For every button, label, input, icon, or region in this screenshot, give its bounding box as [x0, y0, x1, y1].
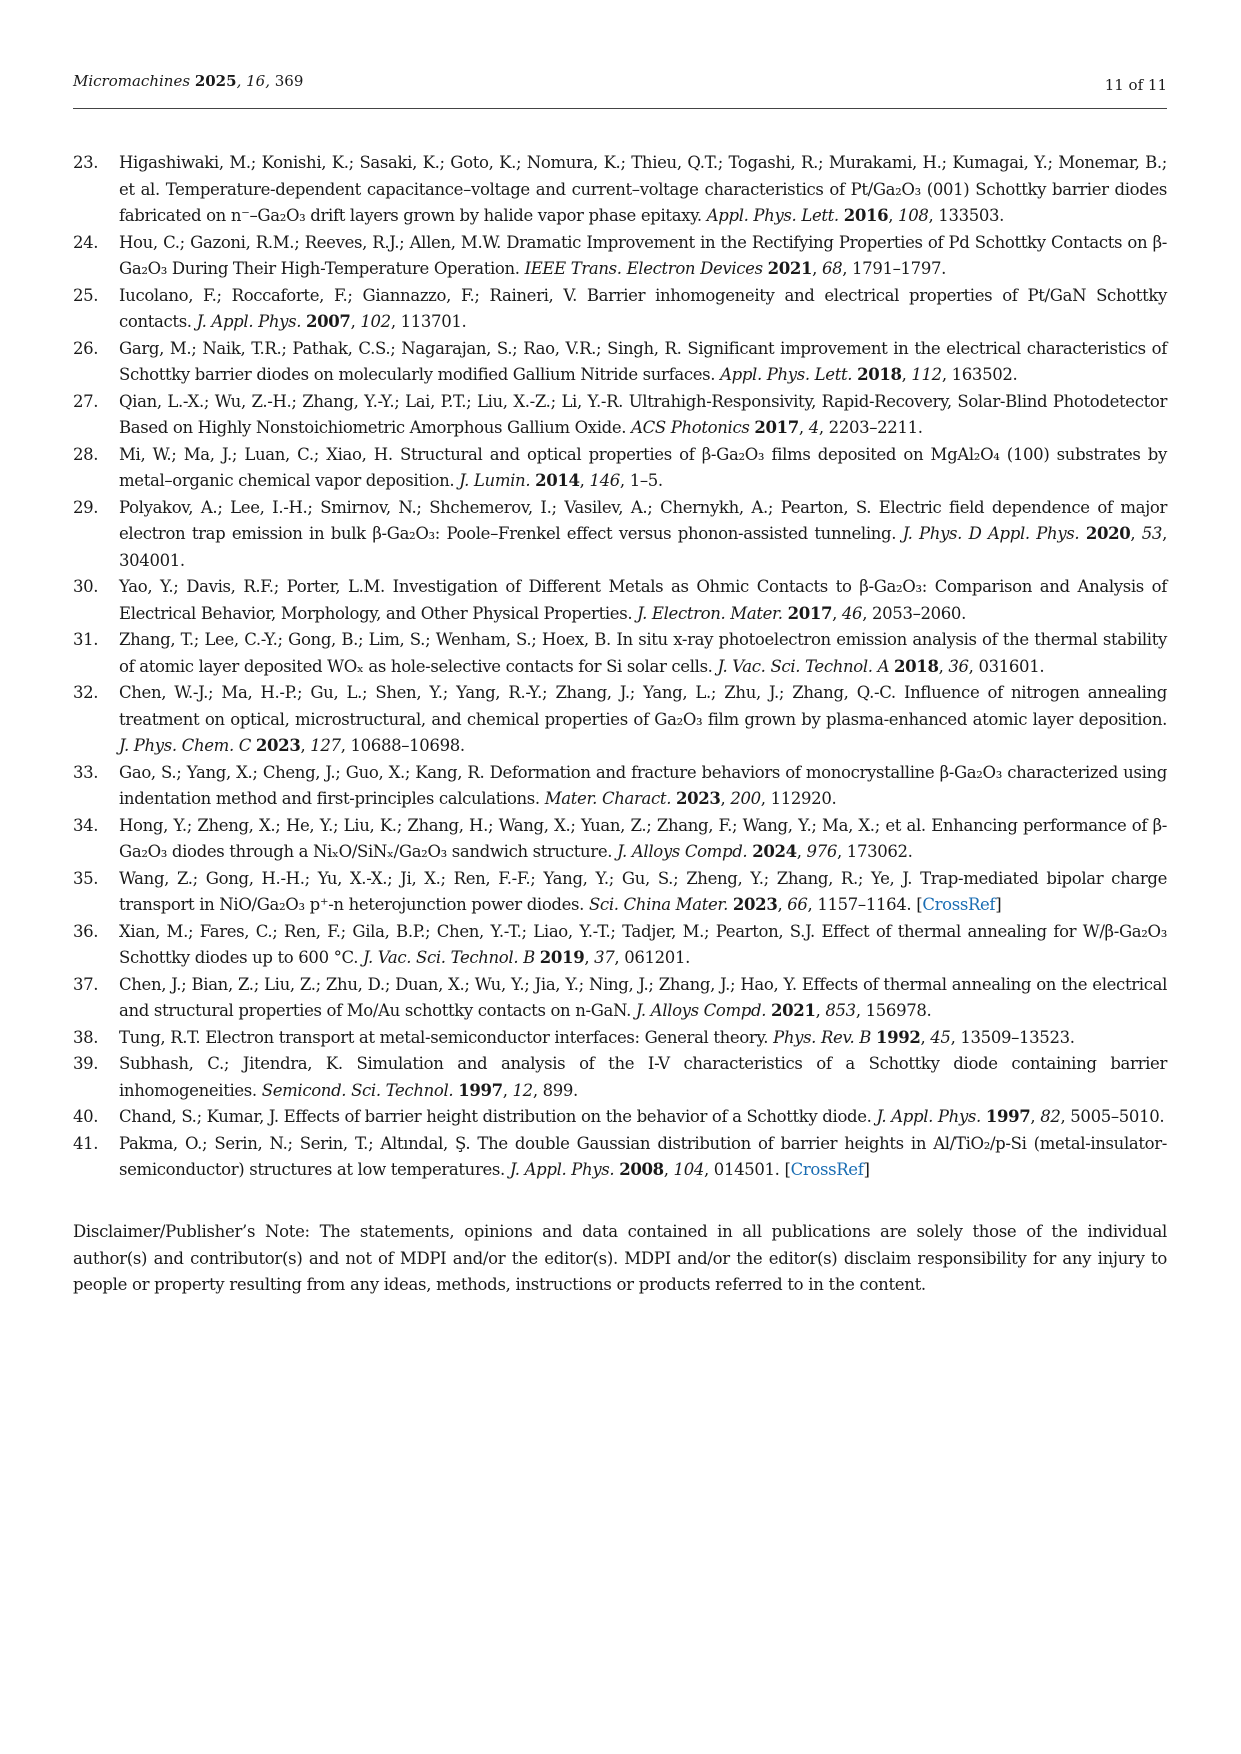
reference-text: Mi, W.; Ma, J.; Luan, C.; Xiao, H. Structural and optical properties of β-Ga₂O₃ films deposited on MgAl₂O₄ (100) substrates by metal–organic chemical vapor deposition. [119, 444, 1167, 490]
reference-volume: 37 [594, 948, 615, 967]
reference-year: 2020 [1085, 524, 1131, 543]
reference-number: 24. [73, 232, 99, 252]
reference-pages: 163502. [951, 365, 1018, 384]
reference-item: 32. Chen, W.-J.; Ma, H.-P.; Gu, L.; Shen, Y.; Yang, R.-Y.; Zhang, J.; Yang, L.; Zhu, J.; Zhang, Q.-C. Influence of nitrogen annealing treatment on optical, microstructural, and chemical properties of Ga₂O₃ film grown by plasma-enhanced atomic layer deposition. J. Phys. Chem. C 2023, 127, 10688–10698. [73, 680, 1167, 760]
reference-number: 34. [73, 815, 99, 835]
reference-year: 2016 [843, 206, 889, 225]
reference-pages: 899. [542, 1080, 578, 1100]
reference-journal: J. Alloys Compd. [617, 842, 748, 861]
reference-item: 39. Subhash, C.; Jitendra, K. Simulation and analysis of the I-V characteristics of a Schottky diode containing barrier inhomogeneities. Semicond. Sci. Technol. 1997, 12, 899. [73, 1051, 1167, 1104]
reference-item: 24. Hou, C.; Gazoni, R.M.; Reeves, R.J.; Allen, M.W. Dramatic Improvement in the Rectifying Properties of Pd Schottky Contacts on β-Ga₂O₃ During Their High-Temperature Operation. IEEE Trans. Electron Devices 2021, 68, 1791–1797. [73, 230, 1167, 283]
reference-journal: J. Alloys Compd. [635, 1001, 767, 1020]
reference-text: Hou, C.; Gazoni, R.M.; Reeves, R.J.; Allen, M.W. Dramatic Improvement in the Rectifying Properties of Pd Schottky Contacts on β-Ga₂O₃ During Their High-Temperature Operation. [119, 232, 1167, 278]
reference-pages: 1791–1797. [852, 259, 947, 278]
reference-number: 28. [73, 444, 99, 464]
journal-citation: Micromachines 2025, 16, 369 [73, 72, 304, 90]
reference-journal: Mater. Charact. [544, 789, 672, 808]
reference-pages: 061201. [624, 948, 691, 967]
reference-volume: 53 [1141, 524, 1163, 543]
page-header [73, 72, 1167, 109]
reference-pages: 304001. [119, 550, 185, 570]
reference-journal: Phys. Rev. B [773, 1027, 872, 1047]
reference-item: 34. Hong, Y.; Zheng, X.; He, Y.; Liu, K.; Zhang, H.; Wang, X.; Yuan, Z.; Zhang, F.; Wang, Y.; Ma, X.; et al. Enhancing performance of β-Ga₂O₃ diodes through a NiₓO/SiNₓ/Ga₂O₃ sandwich structure. J. Alloys Compd. 2024, 976, 173062. [73, 813, 1167, 866]
reference-number: 25. [73, 285, 99, 305]
reference-year: 2007 [306, 312, 351, 331]
reference-number: 38. [73, 1027, 99, 1047]
journal-volume: 16 [246, 72, 266, 90]
reference-item: 30. Yao, Y.; Davis, R.F.; Porter, L.M. Investigation of Different Metals as Ohmic Contacts to β-Ga₂O₃: Comparison and Analysis of Electrical Behavior, Morphology, and Other Physical Properties. J. Electron. Mater. 2017, 46, 2053–2060. [73, 574, 1167, 627]
reference-volume: 200 [730, 789, 761, 808]
reference-number: 26. [73, 338, 99, 358]
reference-number: 41. [73, 1133, 99, 1153]
reference-number: 39. [73, 1054, 99, 1073]
reference-year: 2017 [754, 418, 799, 437]
reference-journal: Appl. Phys. Lett. [720, 365, 853, 384]
reference-volume: 104 [673, 1160, 704, 1179]
reference-year: 2018 [857, 365, 902, 384]
reference-year: 2024 [752, 842, 797, 861]
reference-text: Pakma, O.; Serin, N.; Serin, T.; Altındal, Ş. The double Gaussian distribution of barrier heights in Al/TiO₂/p-Si (metal-insulator-semiconductor) structures at low temperatures. [119, 1133, 1167, 1179]
reference-text: Polyakov, A.; Lee, I.-H.; Smirnov, N.; Shchemerov, I.; Vasilev, A.; Chernykh, A.; Pearton, S. Electric field dependence of major electron trap emission in bulk β-Ga₂O₃: Poole–Frenkel effect versus phonon-assisted tunneling. [119, 497, 1167, 543]
crossref-link[interactable]: CrossRef [922, 895, 996, 914]
reference-text: Chand, S.; Kumar, J. Effects of barrier height distribution on the behavior of a Schottky diode. [119, 1107, 872, 1126]
reference-number: 27. [73, 391, 99, 411]
reference-text: Higashiwaki, M.; Konishi, K.; Sasaki, K.; Goto, K.; Nomura, K.; Thieu, Q.T.; Togashi, R.; Murakami, H.; Kumagai, Y.; Monemar, B.; et al. Temperature-dependent capacitance–voltage and current–voltage characteristics of Pt/Ga₂O₃ (001) Schottky barrier diodes fabricated on n⁻–Ga₂O₃ drift layers grown by halide vapor phase epitaxy. [119, 153, 1167, 225]
reference-text: Garg, M.; Naik, T.R.; Pathak, C.S.; Nagarajan, S.; Rao, V.R.; Singh, R. Significant improvement in the electrical characteristics of Schottky barrier diodes on molecularly modified Gallium Nitride surfaces. [119, 338, 1167, 384]
journal-year: 2025 [194, 72, 237, 90]
reference-item: 28. Mi, W.; Ma, J.; Luan, C.; Xiao, H. Structural and optical properties of β-Ga₂O₃ films deposited on MgAl₂O₄ (100) substrates by metal–organic chemical vapor deposition. J. Lumin. 2014, 146, 1–5. [73, 442, 1167, 495]
reference-pages: 1–5. [629, 471, 663, 490]
reference-volume: 36 [948, 656, 969, 676]
reference-journal: Sci. China Mater. [588, 895, 729, 914]
reference-text: Tung, R.T. Electron transport at metal-semiconductor interfaces: General theory. [119, 1027, 769, 1047]
reference-pages: 113701. [400, 312, 467, 331]
reference-journal: J. Vac. Sci. Technol. B [363, 948, 535, 967]
reference-volume: 108 [898, 206, 929, 225]
reference-number: 35. [73, 868, 99, 888]
disclaimer-text: The statements, opinions and data contained in all publications are solely those of the individual author(s) and contributor(s) and not of MDPI and/or the editor(s). MDPI and/or the editor(s) disclaim responsibility for any injury to people or property resulting from any ideas, methods, instructions or products referred to in the content. [73, 1222, 1167, 1294]
reference-volume: 4 [808, 418, 819, 437]
reference-journal: J. Lumin. [459, 471, 531, 490]
reference-text: Hong, Y.; Zheng, X.; He, Y.; Liu, K.; Zhang, H.; Wang, X.; Yuan, Z.; Zhang, F.; Wang, Y.; Ma, X.; et al. Enhancing performance of β-Ga₂O₃ diodes through a NiₓO/SiNₓ/Ga₂O₃ sandwich structure. [119, 815, 1167, 861]
reference-journal: J. Appl. Phys. [509, 1160, 615, 1179]
reference-number: 32. [73, 683, 99, 702]
reference-volume: 853 [825, 1001, 856, 1020]
reference-volume: 82 [1040, 1107, 1061, 1126]
reference-year: 2021 [767, 259, 813, 278]
reference-text: Chen, J.; Bian, Z.; Liu, Z.; Zhu, D.; Duan, X.; Wu, Y.; Jia, Y.; Ning, J.; Zhang, J.; Hao, Y. Effects of thermal annealing on the electrical and structural properties of Mo/Au schottky contacts on n-GaN. [119, 974, 1167, 1020]
crossref-link[interactable]: CrossRef [790, 1160, 864, 1179]
reference-item: 23. Higashiwaki, M.; Konishi, K.; Sasaki, K.; Goto, K.; Nomura, K.; Thieu, Q.T.; Togashi, R.; Murakami, H.; Kumagai, Y.; Monemar, B.; et al. Temperature-dependent capacitance–voltage and current–voltage characteristics of Pt/Ga₂O₃ (001) Schottky barrier diodes fabricated on n⁻–Ga₂O₃ drift layers grown by halide vapor phase epitaxy. Appl. Phys. Lett. 2016, 108, 133503. [73, 150, 1167, 230]
reference-volume: 976 [806, 842, 837, 861]
reference-item: 27. Qian, L.-X.; Wu, Z.-H.; Zhang, Y.-Y.; Lai, P.T.; Liu, X.-Z.; Li, Y.-R. Ultrahigh-Responsivity, Rapid-Recovery, Solar-Blind Photodetector Based on Highly Nonstoichiometric Amorphous Gallium Oxide. ACS Photonics 2017, 4, 2203–2211. [73, 389, 1167, 442]
reference-text: Qian, L.-X.; Wu, Z.-H.; Zhang, Y.-Y.; Lai, P.T.; Liu, X.-Z.; Li, Y.-R. Ultrahigh-Responsivity, Rapid-Recovery, Solar-Blind Photodetector Based on Highly Nonstoichiometric Amorphous Gallium Oxide. [119, 391, 1167, 437]
reference-number: 23. [73, 153, 99, 172]
reference-number: 33. [73, 762, 99, 782]
reference-journal: IEEE Trans. Electron Devices [524, 259, 763, 278]
reference-journal: J. Appl. Phys. [876, 1107, 981, 1126]
disclaimer-label: Disclaimer/Publisher’s Note: [73, 1222, 310, 1241]
reference-item: 35. Wang, Z.; Gong, H.-H.; Yu, X.-X.; Ji, X.; Ren, F.-F.; Yang, Y.; Gu, S.; Zheng, Y.; Zhang, R.; Ye, J. Trap-mediated bipolar charge transport in NiO/Ga₂O₃ p⁺-n heterojunction power diodes. Sci. China Mater. 2023, 66, 1157–1164. [CrossRef] [73, 866, 1167, 919]
reference-pages: 2053–2060. [872, 603, 966, 623]
reference-year: 1997 [458, 1080, 503, 1100]
reference-volume: 66 [787, 895, 808, 914]
reference-pages: 014501. [713, 1160, 780, 1179]
reference-number: 30. [73, 577, 99, 596]
article-number: 369 [274, 72, 304, 90]
reference-pages: 1157–1164. [817, 895, 912, 914]
reference-pages: 031601. [978, 656, 1045, 676]
reference-text: Gao, S.; Yang, X.; Cheng, J.; Guo, X.; Kang, R. Deformation and fracture behaviors of monocrystalline β-Ga₂O₃ characterized using indentation method and first-principles calculations. [119, 762, 1167, 808]
reference-journal: J. Appl. Phys. [196, 312, 302, 331]
reference-journal: J. Electron. Mater. [637, 603, 783, 623]
reference-pages: 173062. [846, 842, 913, 861]
reference-text: Iucolano, F.; Roccaforte, F.; Giannazzo, F.; Raineri, V. Barrier inhomogeneity and electrical properties of Pt/GaN Schottky contacts. [119, 285, 1167, 331]
reference-text: Xian, M.; Fares, C.; Ren, F.; Gila, B.P.; Chen, Y.-T.; Liao, Y.-T.; Tadjer, M.; Pearton, S.J. Effect of thermal annealing for W/β-Ga₂O₃ Schottky diodes up to 600 °C. [119, 921, 1167, 967]
reference-item: 31. Zhang, T.; Lee, C.-Y.; Gong, B.; Lim, S.; Wenham, S.; Hoex, B. In situ x-ray photoelectron emission analysis of the thermal stability of atomic layer deposited WOₓ as hole-selective contacts for Si solar cells. J. Vac. Sci. Technol. A 2018, 36, 031601. [73, 627, 1167, 680]
reference-pages: 133503. [938, 206, 1005, 225]
reference-pages: 13509–13523. [960, 1027, 1075, 1047]
reference-year: 2008 [619, 1160, 664, 1179]
reference-volume: 68 [821, 259, 843, 278]
reference-pages: 156978. [865, 1001, 932, 1020]
reference-journal: J. Vac. Sci. Technol. A [717, 656, 890, 676]
reference-year: 2023 [255, 736, 301, 755]
reference-volume: 146 [589, 471, 620, 490]
reference-year: 2023 [732, 895, 778, 914]
reference-year: 2019 [539, 948, 585, 967]
reference-text: Zhang, T.; Lee, C.-Y.; Gong, B.; Lim, S.; Wenham, S.; Hoex, B. In situ x-ray photoelectron emission analysis of the thermal stability of atomic layer deposited WOₓ as hole-selective contacts for Si solar cells. [119, 630, 1167, 676]
reference-item: 38. Tung, R.T. Electron transport at metal-semiconductor interfaces: General theory. Phys. Rev. B 1992, 45, 13509–13523. [73, 1025, 1167, 1052]
reference-number: 29. [73, 497, 99, 517]
reference-number: 40. [73, 1107, 99, 1126]
reference-journal: ACS Photonics [631, 418, 750, 437]
reference-volume: 127 [310, 736, 341, 755]
reference-year: 2017 [787, 603, 833, 623]
reference-item: 41. Pakma, O.; Serin, N.; Serin, T.; Altındal, Ş. The double Gaussian distribution of barrier heights in Al/TiO₂/p-Si (metal-insulator-semiconductor) structures at low temperatures. J. Appl. Phys. 2008, 104, 014501. [CrossRef] [73, 1131, 1167, 1184]
reference-number: 37. [73, 974, 99, 994]
reference-item: 33. Gao, S.; Yang, X.; Cheng, J.; Guo, X.; Kang, R. Deformation and fracture behaviors of monocrystalline β-Ga₂O₃ characterized using indentation method and first-principles calculations. Mater. Charact. 2023, 200, 112920. [73, 760, 1167, 813]
reference-year: 2023 [676, 789, 721, 808]
reference-item: 40. Chand, S.; Kumar, J. Effects of barrier height distribution on the behavior of a Schottky diode. J. Appl. Phys. 1997, 82, 5005–5010. [73, 1104, 1167, 1131]
reference-pages: 112920. [770, 789, 837, 808]
reference-journal: J. Phys. D Appl. Phys. [902, 524, 1080, 543]
reference-journal: J. Phys. Chem. C [119, 736, 252, 755]
reference-item: 26. Garg, M.; Naik, T.R.; Pathak, C.S.; Nagarajan, S.; Rao, V.R.; Singh, R. Significant improvement in the electrical characteristics of Schottky barrier diodes on molecularly modified Gallium Nitride surfaces. Appl. Phys. Lett. 2018, 112, 163502. [73, 336, 1167, 389]
reference-item: 25. Iucolano, F.; Roccaforte, F.; Giannazzo, F.; Raineri, V. Barrier inhomogeneity and electrical properties of Pt/GaN Schottky contacts. J. Appl. Phys. 2007, 102, 113701. [73, 283, 1167, 336]
reference-text: Subhash, C.; Jitendra, K. Simulation and analysis of the I-V characteristics of a Schottky diode containing barrier inhomogeneities. [119, 1054, 1167, 1100]
reference-text: Chen, W.-J.; Ma, H.-P.; Gu, L.; Shen, Y.; Yang, R.-Y.; Zhang, J.; Yang, L.; Zhu, J.; Zhang, Q.-C. Influence of nitrogen annealing treatment on optical, microstructural, and chemical properties of Ga₂O₃ film grown by plasma-enhanced atomic layer deposition. [119, 683, 1167, 729]
disclaimer [73, 1219, 1167, 1299]
reference-text: Wang, Z.; Gong, H.-H.; Yu, X.-X.; Ji, X.; Ren, F.-F.; Yang, Y.; Gu, S.; Zheng, Y.; Zhang, R.; Ye, J. Trap-mediated bipolar charge transport in NiO/Ga₂O₃ p⁺-n heterojunction power diodes. [119, 868, 1167, 914]
reference-year: 2014 [535, 471, 580, 490]
reference-pages: 2203–2211. [828, 418, 923, 437]
reference-item: 29. Polyakov, A.; Lee, I.-H.; Smirnov, N.; Shchemerov, I.; Vasilev, A.; Chernykh, A.; Pearton, S. Electric field dependence of major electron trap emission in bulk β-Ga₂O₃: Poole–Frenkel effect versus phonon-assisted tunneling. J. Phys. D Appl. Phys. 2020, 53, 304001. [73, 495, 1167, 575]
page-number: 11 of 11 [1104, 76, 1167, 94]
reference-pages: 10688–10698. [350, 736, 465, 755]
reference-volume: 45 [930, 1027, 951, 1047]
reference-journal: Appl. Phys. Lett. [706, 206, 839, 225]
reference-volume: 12 [512, 1080, 533, 1100]
reference-volume: 46 [841, 603, 863, 623]
reference-number: 36. [73, 921, 99, 941]
reference-text: Yao, Y.; Davis, R.F.; Porter, L.M. Investigation of Different Metals as Ohmic Contacts to β-Ga₂O₃: Comparison and Analysis of Electrical Behavior, Morphology, and Other Physical Properties. [119, 577, 1167, 623]
reference-item: 37. Chen, J.; Bian, Z.; Liu, Z.; Zhu, D.; Duan, X.; Wu, Y.; Jia, Y.; Ning, J.; Zhang, J.; Hao, Y. Effects of thermal annealing on the electrical and structural properties of Mo/Au schottky contacts on n-GaN. J. Alloys Compd. 2021, 853, 156978. [73, 972, 1167, 1025]
reference-item: 36. Xian, M.; Fares, C.; Ren, F.; Gila, B.P.; Chen, Y.-T.; Liao, Y.-T.; Tadjer, M.; Pearton, S.J. Effect of thermal annealing for W/β-Ga₂O₃ Schottky diodes up to 600 °C. J. Vac. Sci. Technol. B 2019, 37, 061201. [73, 919, 1167, 972]
reference-year: 2018 [894, 656, 939, 676]
reference-list [73, 150, 1167, 1184]
reference-year: 1997 [985, 1107, 1031, 1126]
reference-pages: 5005–5010. [1070, 1107, 1165, 1126]
reference-year: 2021 [771, 1001, 816, 1020]
reference-volume: 102 [360, 312, 391, 331]
journal-name: Micromachines [73, 72, 191, 90]
reference-year: 1992 [875, 1027, 921, 1047]
reference-number: 31. [73, 630, 99, 649]
reference-journal: Semicond. Sci. Technol. [261, 1080, 454, 1100]
reference-volume: 112 [911, 365, 942, 384]
